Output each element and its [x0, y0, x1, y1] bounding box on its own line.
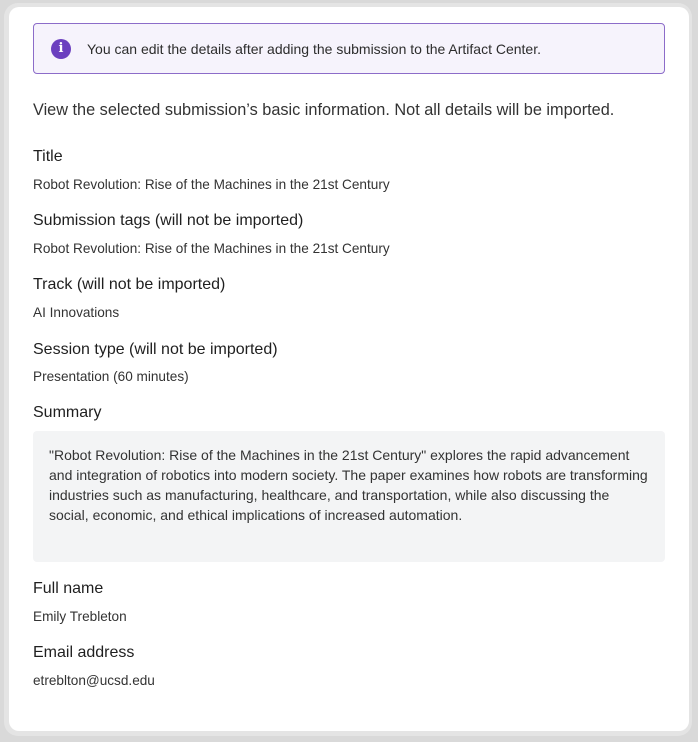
track-label: Track (will not be imported): [33, 276, 226, 293]
email-value: etreblton@ucsd.edu: [33, 673, 155, 688]
intro-text: View the selected submission’s basic information. Not all details will be imported.: [33, 101, 615, 119]
session-type-value: Presentation (60 minutes): [33, 369, 189, 384]
full-name-value: Emily Trebleton: [33, 609, 127, 624]
session-type-label: Session type (will not be imported): [33, 341, 278, 358]
title-label: Title: [33, 148, 63, 165]
info-icon: i: [51, 39, 71, 59]
submission-details-panel: [9, 7, 689, 731]
title-value: Robot Revolution: Rise of the Machines in the 21st Century: [33, 177, 390, 192]
info-banner: [33, 23, 665, 74]
full-name-label: Full name: [33, 580, 104, 597]
submission-tags-value: Robot Revolution: Rise of the Machines in the 21st Century: [33, 241, 390, 256]
info-banner-text: You can edit the details after adding the submission to the Artifact Center.: [87, 40, 541, 57]
summary-box: "Robot Revolution: Rise of the Machines in the 21st Century" explores the rapid advancement and integration of robotics into modern society. The paper examines how robots are transforming industries such as manufacturing, healthcare, and transportation, while also discussing the social, economic, and ethical implications of increased automation.: [33, 431, 665, 562]
email-label: Email address: [33, 644, 135, 661]
summary-label: Summary: [33, 404, 102, 421]
track-value: AI Innovations: [33, 305, 120, 320]
submission-tags-label: Submission tags (will not be imported): [33, 212, 304, 229]
